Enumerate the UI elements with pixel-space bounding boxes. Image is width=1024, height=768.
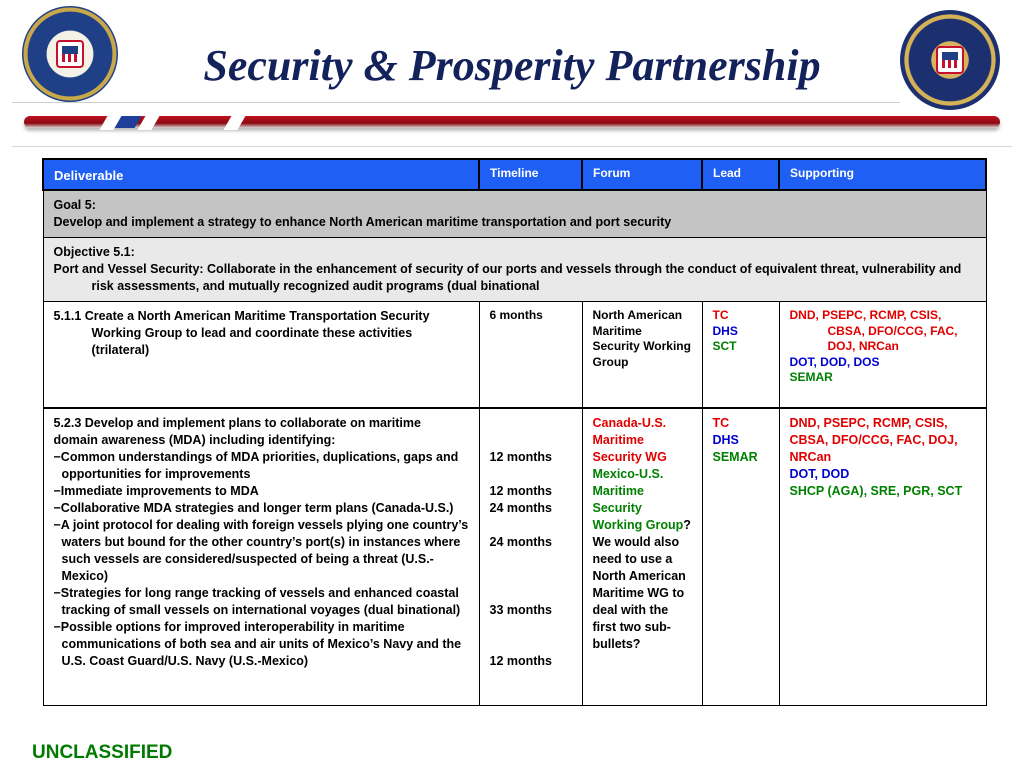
lead-red: TC xyxy=(712,308,729,322)
timeline-cell xyxy=(479,408,582,706)
lead-green: SEMAR xyxy=(712,449,758,464)
goal-label: Goal 5: xyxy=(53,198,96,212)
timeline-cell: 6 months xyxy=(479,302,582,408)
deliverable-cell xyxy=(43,302,479,408)
objective-cell xyxy=(43,238,986,302)
header-divider-lower xyxy=(12,146,1012,147)
forum-cell xyxy=(582,408,702,706)
bullet-item: −Strategies for long range tracking of vessels and enhanced coastal tracking of small vessels on international voyages (dual binational) xyxy=(53,585,461,617)
forum-question-mark: ? xyxy=(683,517,691,532)
bullet-item: −Common understandings of MDA priorities, duplications, gaps and opportunities for improvements xyxy=(53,449,459,481)
timeline-value: 24 months xyxy=(489,534,553,549)
header-swoosh xyxy=(24,116,1000,128)
table-row xyxy=(43,408,986,706)
column-header-forum: Forum xyxy=(582,159,702,190)
lead-blue: DHS xyxy=(712,323,738,338)
column-header-timeline: Timeline xyxy=(479,159,582,190)
classification-marking: UNCLASSIFIED xyxy=(32,742,173,763)
deliverables-table xyxy=(42,158,987,706)
deliverable-intro: 5.2.3 Develop and implement plans to collaborate on maritime domain awareness (MDA) including identifying: xyxy=(53,415,421,447)
bullet-item: −Immediate improvements to MDA xyxy=(53,483,259,498)
supporting-cell xyxy=(779,408,986,706)
supporting-red: DND, PSEPC, RCMP, CSIS, CBSA, DFO/CCG, FAC, DOJ, NRCan xyxy=(789,415,958,464)
supporting-green: SEMAR xyxy=(789,370,833,384)
objective-text: Port and Vessel Security: Collaborate in the enhancement of security of our ports and vessels through the conduct of equivalent threat, vulnerability and risk assessments, and mutually recognized audit programs (dual binational xyxy=(53,262,962,293)
column-header-deliverable: Deliverable xyxy=(43,159,479,190)
lead-red: TC xyxy=(712,415,730,430)
column-header-supporting: Supporting xyxy=(779,159,986,190)
objective-row xyxy=(43,238,986,302)
supporting-blue: DOT, DOD xyxy=(789,466,850,481)
timeline-value: 33 months xyxy=(489,602,553,617)
forum-cell: North American Maritime Security Working Group xyxy=(582,302,702,408)
header-divider xyxy=(12,102,900,103)
lead-cell xyxy=(702,302,779,408)
lead-green: SCT xyxy=(712,339,737,353)
bullet-item: −Collaborative MDA strategies and longer term plans (Canada-U.S.) xyxy=(53,500,454,515)
timeline-value: 12 months xyxy=(489,449,553,464)
page-title: Security & Prosperity Partnership xyxy=(203,41,821,90)
table-row xyxy=(43,302,986,408)
timeline-value: 12 months xyxy=(489,483,553,498)
supporting-cell xyxy=(779,302,986,408)
goal-row xyxy=(43,190,986,238)
supporting-blue: DOT, DOD, DOS xyxy=(789,354,880,369)
deliverable-cell xyxy=(43,408,479,706)
table-header-row xyxy=(43,159,986,190)
lead-blue: DHS xyxy=(712,432,739,447)
forum-mexico-us: Mexico-U.S. Maritime Security Working Group xyxy=(592,466,684,532)
supporting-green: SHCP (AGA), SRE, PGR, SCT xyxy=(789,483,963,498)
supporting-red: DND, PSEPC, RCMP, CSIS, CBSA, DFO/CCG, FAC, DOJ, NRCan xyxy=(789,308,958,353)
goal-cell xyxy=(43,190,986,238)
deliverable-text: 5.1.1 Create a North American Maritime Transportation Security Working Group to lead and coordinate these activities (trilateral) xyxy=(53,309,430,357)
column-header-lead: Lead xyxy=(702,159,779,190)
forum-note: We would also need to use a North American Maritime WG to deal with the first two sub-bullets? xyxy=(592,534,686,651)
forum-canada-us: Canada-U.S. Maritime Security WG xyxy=(592,415,667,464)
objective-label: Objective 5.1: xyxy=(53,245,135,259)
bullet-item: −A joint protocol for dealing with foreign vessels plying one country’s waters but bound for the other country’s port(s) in instances where such vessels are considered/suspected of being a threat (U.S.-Mexico) xyxy=(53,517,469,583)
lead-cell xyxy=(702,408,779,706)
bullet-item: −Possible options for improved interoperability in maritime communications of both sea and air units of Mexico’s Navy and the U.S. Coast Guard/U.S. Navy (U.S.-Mexico) xyxy=(53,619,462,668)
timeline-value: 12 months xyxy=(489,653,553,668)
timeline-value: 24 months xyxy=(489,500,553,515)
goal-text: Develop and implement a strategy to enhance North American maritime transportation and port security xyxy=(53,215,672,229)
